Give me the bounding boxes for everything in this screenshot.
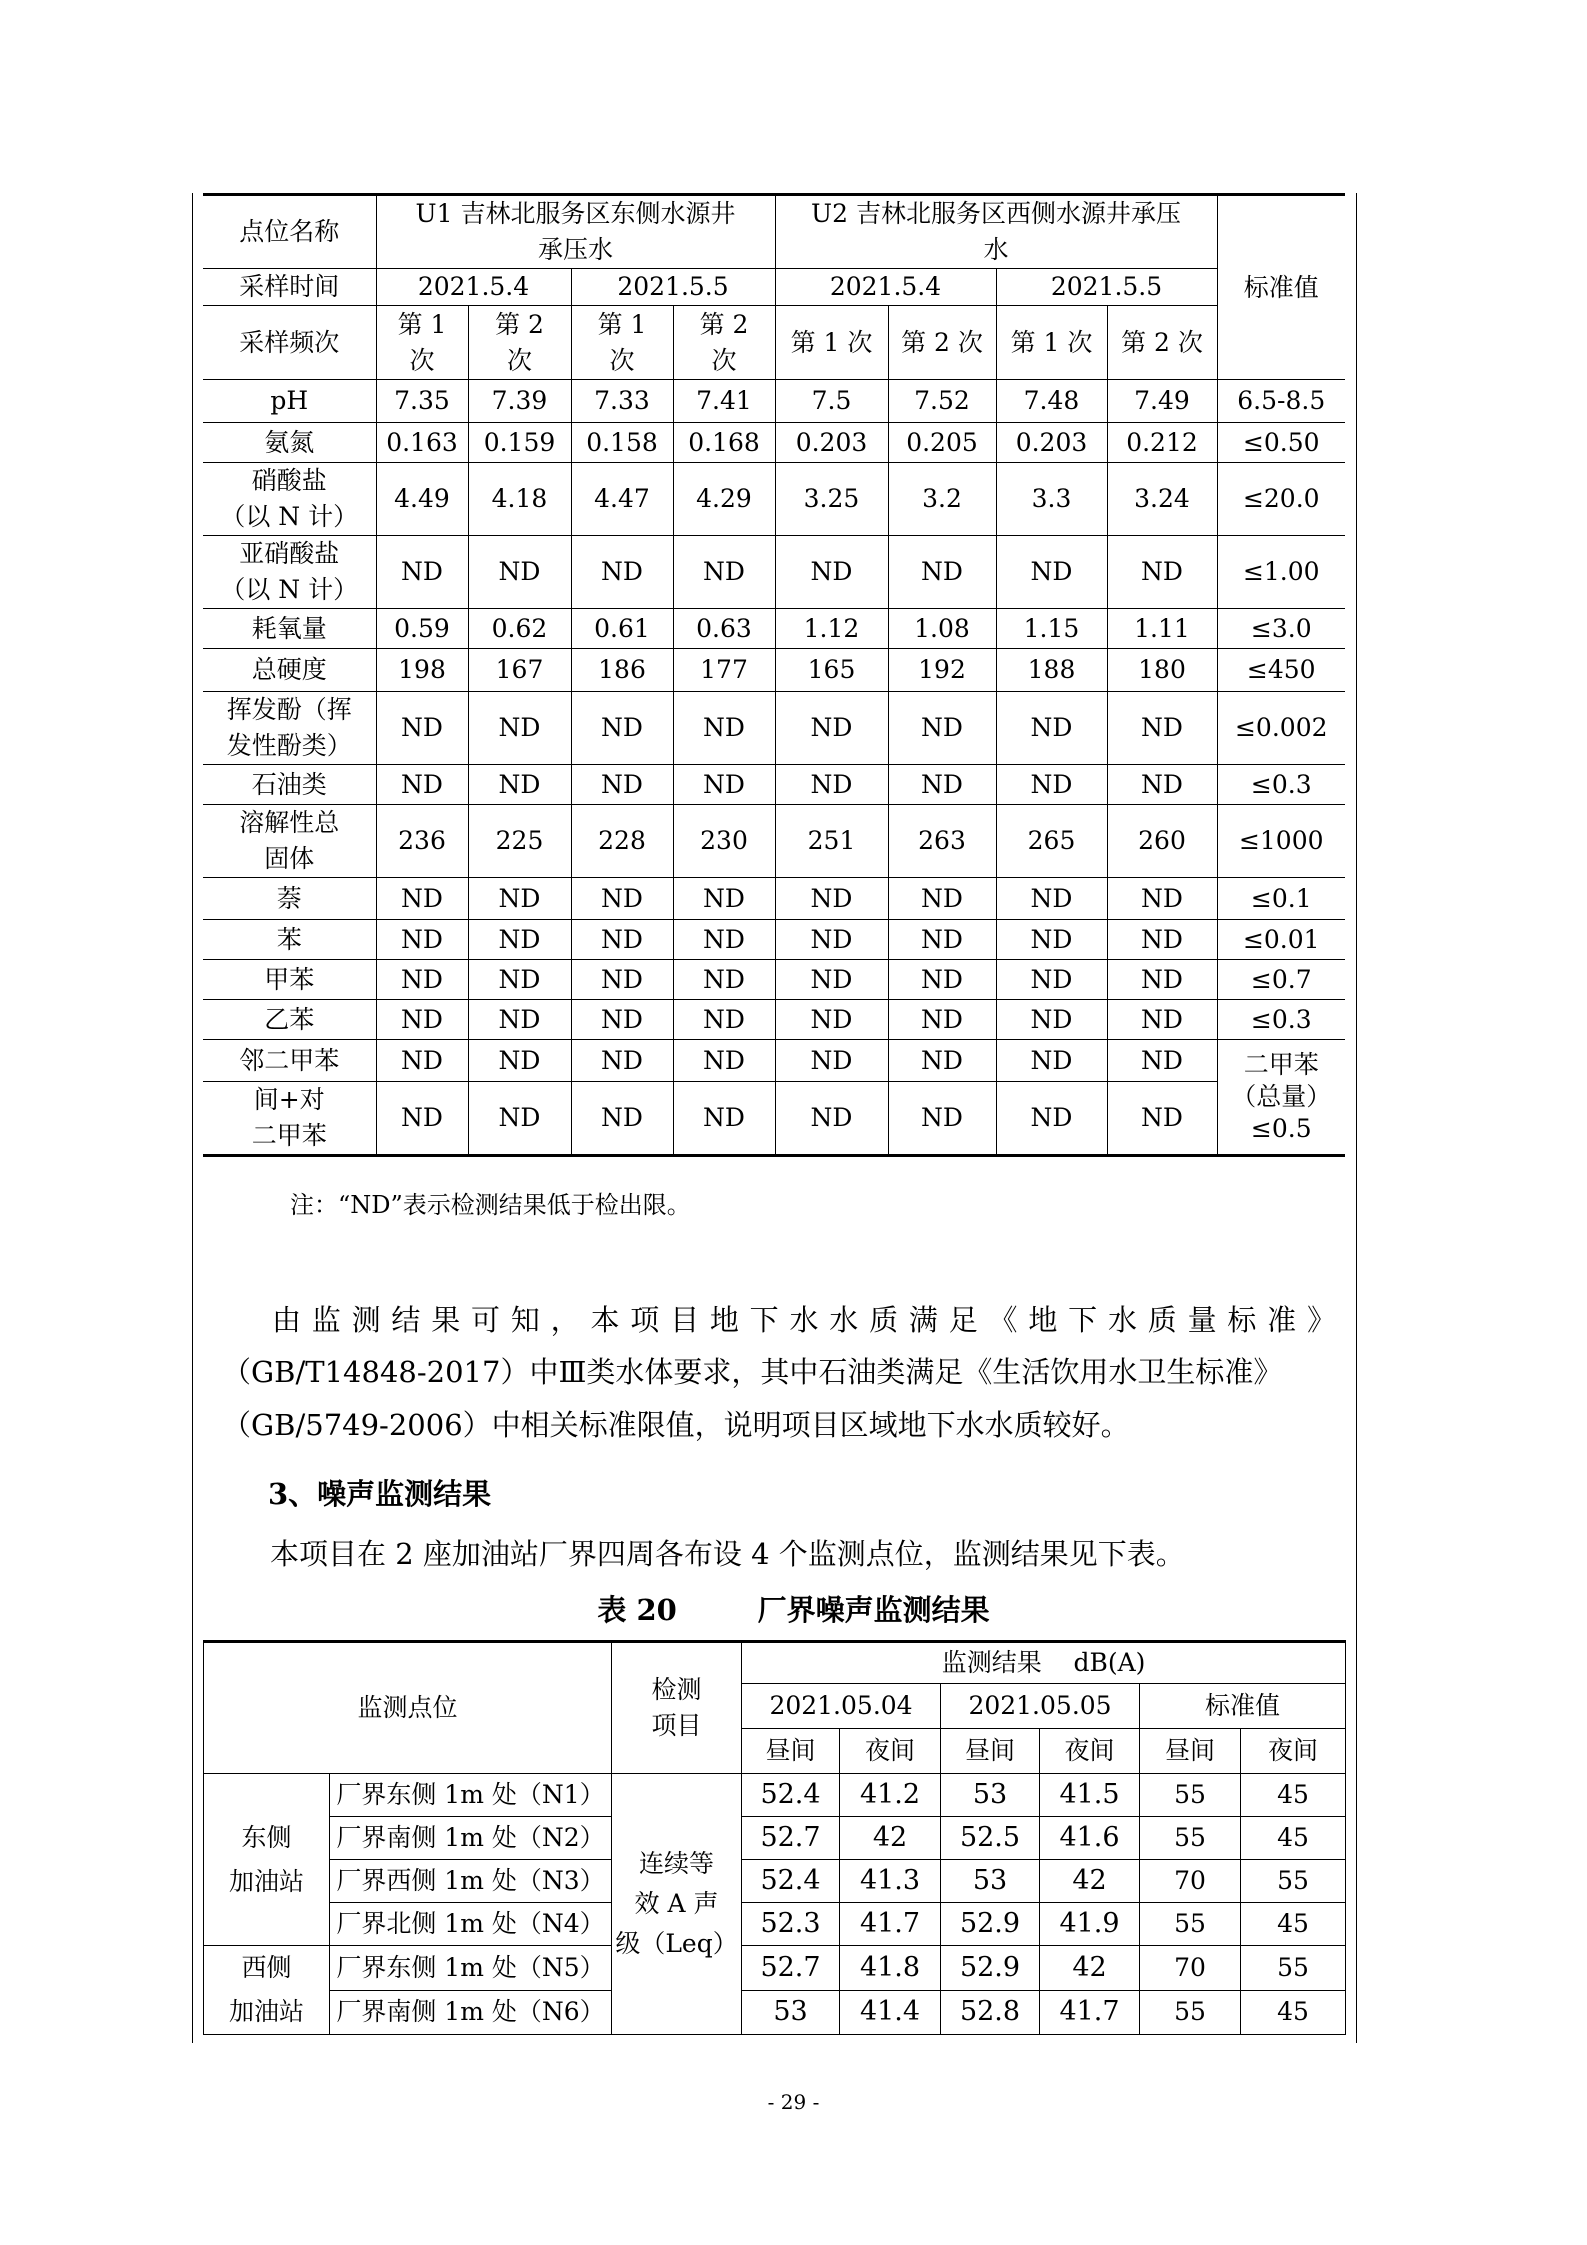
table-cell: ND	[775, 765, 888, 805]
table-row	[203, 692, 1345, 765]
header-monitor-result: 监测结果 dB(A)	[742, 1642, 1346, 1684]
noise-value: 52.9	[941, 1903, 1040, 1946]
noise-value: 41.4	[840, 1990, 941, 2035]
row-label: 邻二甲苯	[203, 1040, 376, 1082]
standard-cell: ≤450	[1217, 649, 1345, 692]
table-cell: ND	[996, 536, 1107, 609]
standard-value: 45	[1241, 1817, 1346, 1860]
standard-value: 45	[1241, 1903, 1346, 1946]
table-cell: ND	[1107, 920, 1217, 960]
table-caption: 表 20 厂界噪声监测结果	[597, 1593, 990, 1627]
table-cell: 0.205	[888, 423, 996, 463]
table-cell: ND	[468, 920, 571, 960]
noise-value: 42	[1040, 1946, 1140, 1991]
table-cell: ND	[1107, 1040, 1217, 1082]
table-cell: ND	[775, 878, 888, 920]
table-cell: 230	[673, 805, 775, 878]
table-cell: ND	[376, 960, 468, 1000]
noise-value: 52.3	[742, 1903, 840, 1946]
paragraph: 本项目在 2 座加油站厂界四周各布设 4 个监测点位，监测结果见下表。	[270, 1537, 1185, 1571]
table-cell: ND	[673, 1040, 775, 1082]
table-cell: ND	[468, 1000, 571, 1040]
table-cell: ND	[571, 692, 673, 765]
standard-value: 45	[1241, 1774, 1346, 1817]
monitor-point: 厂界南侧 1m 处（N2）	[330, 1817, 612, 1860]
table-cell: ND	[775, 692, 888, 765]
header-night: 夜间	[840, 1729, 941, 1774]
table-cell: ND	[673, 920, 775, 960]
station-name: 东侧 加油站	[204, 1774, 330, 1946]
table-cell: 0.163	[376, 423, 468, 463]
noise-value: 41.5	[1040, 1774, 1140, 1817]
page-number: - 29 -	[767, 2090, 820, 2114]
table-row	[203, 805, 1345, 878]
standard-cell: ≤0.002	[1217, 692, 1345, 765]
table-cell: 0.59	[376, 609, 468, 649]
header-freq: 第 2 次	[888, 306, 996, 380]
table-cell: ND	[376, 536, 468, 609]
monitor-point: 厂界东侧 1m 处（N1）	[330, 1774, 612, 1817]
paragraph: （GB/T14848-2017）中Ⅲ类水体要求，其中石油类满足《生活饮用水卫生标准》	[222, 1355, 1283, 1389]
table-cell: 0.62	[468, 609, 571, 649]
row-label: 乙苯	[203, 1000, 376, 1040]
table-cell: ND	[673, 692, 775, 765]
standard-value: 55	[1241, 1946, 1346, 1991]
table-row	[203, 1040, 1345, 1082]
table-cell: ND	[376, 920, 468, 960]
table-cell: ND	[775, 1000, 888, 1040]
table-cell: ND	[468, 536, 571, 609]
table-cell: ND	[376, 878, 468, 920]
table-cell: 7.5	[775, 380, 888, 423]
table-cell: 1.08	[888, 609, 996, 649]
noise-value: 52.7	[742, 1817, 840, 1860]
table-cell: 3.3	[996, 463, 1107, 536]
table-cell: ND	[376, 765, 468, 805]
noise-value: 41.8	[840, 1946, 941, 1991]
table-cell: 0.203	[775, 423, 888, 463]
table-cell: ND	[571, 536, 673, 609]
monitor-point: 厂界东侧 1m 处（N5）	[330, 1946, 612, 1991]
table-row	[204, 1990, 1346, 2035]
table-row	[203, 920, 1345, 960]
table-cell: ND	[1107, 878, 1217, 920]
table-cell: 7.39	[468, 380, 571, 423]
table-cell: ND	[775, 920, 888, 960]
table-cell: ND	[673, 878, 775, 920]
table-cell: 186	[571, 649, 673, 692]
header-test-item: 检测 项目	[612, 1642, 742, 1774]
table-cell: 167	[468, 649, 571, 692]
table-cell: 7.35	[376, 380, 468, 423]
table-row	[204, 1946, 1346, 1991]
standard-cell: 6.5-8.5	[1217, 380, 1345, 423]
table-cell: 4.29	[673, 463, 775, 536]
groundwater-table-body	[203, 195, 1345, 1156]
table-cell: ND	[468, 692, 571, 765]
table-cell: ND	[888, 960, 996, 1000]
table-note: 注：“ND”表示检测结果低于检出限。	[290, 1191, 691, 1219]
header-sample-time: 采样时间	[203, 269, 376, 306]
noise-value: 41.7	[1040, 1990, 1140, 2035]
table-cell: 192	[888, 649, 996, 692]
table-cell: 0.159	[468, 423, 571, 463]
table-cell: ND	[376, 1000, 468, 1040]
table-cell: 0.61	[571, 609, 673, 649]
table-cell: ND	[888, 765, 996, 805]
table-cell: 236	[376, 805, 468, 878]
noise-value: 41.6	[1040, 1817, 1140, 1860]
header-sample-freq: 采样频次	[203, 306, 376, 380]
table-cell: ND	[996, 765, 1107, 805]
table-cell: ND	[996, 878, 1107, 920]
standard-cell: ≤0.01	[1217, 920, 1345, 960]
station-name: 西侧 加油站	[204, 1946, 330, 2035]
table-row	[204, 1903, 1346, 1946]
table-cell: 7.33	[571, 380, 673, 423]
table-cell: 4.47	[571, 463, 673, 536]
table-cell: ND	[673, 1000, 775, 1040]
table-cell: ND	[1107, 536, 1217, 609]
table-cell: ND	[775, 536, 888, 609]
table-row	[203, 1082, 1345, 1156]
row-label: 亚硝酸盐 （以 N 计）	[203, 536, 376, 609]
table-cell: 177	[673, 649, 775, 692]
table-cell: 251	[775, 805, 888, 878]
groundwater-table	[203, 193, 1345, 1157]
table-cell: ND	[571, 1000, 673, 1040]
table-cell: ND	[571, 960, 673, 1000]
row-label: 石油类	[203, 765, 376, 805]
noise-value: 52.4	[742, 1860, 840, 1903]
table-cell: 263	[888, 805, 996, 878]
table-cell: 3.25	[775, 463, 888, 536]
table-cell: ND	[468, 960, 571, 1000]
row-label: 硝酸盐 （以 N 计）	[203, 463, 376, 536]
header-standard: 标准值	[1140, 1684, 1346, 1729]
header-night: 夜间	[1040, 1729, 1140, 1774]
noise-value: 41.9	[1040, 1903, 1140, 1946]
standard-cell: ≤20.0	[1217, 463, 1345, 536]
row-label: 萘	[203, 878, 376, 920]
table-cell: ND	[376, 692, 468, 765]
table-row	[204, 1860, 1346, 1903]
table-cell: 0.203	[996, 423, 1107, 463]
noise-table-body	[204, 1642, 1346, 2035]
header-freq: 第 1 次	[376, 306, 468, 380]
header-date: 2021.5.5	[996, 269, 1217, 306]
test-item: 连续等 效 A 声 级（Leq）	[612, 1774, 742, 2035]
table-cell: 0.168	[673, 423, 775, 463]
table-cell: 1.11	[1107, 609, 1217, 649]
table-cell: 3.24	[1107, 463, 1217, 536]
table-cell: ND	[571, 878, 673, 920]
table-cell: 228	[571, 805, 673, 878]
noise-value: 53	[941, 1774, 1040, 1817]
row-label: 溶解性总 固体	[203, 805, 376, 878]
table-row	[203, 423, 1345, 463]
standard-cell: ≤0.7	[1217, 960, 1345, 1000]
table-cell: ND	[996, 1082, 1107, 1156]
table-cell: ND	[996, 920, 1107, 960]
header-day: 昼间	[941, 1729, 1040, 1774]
table-cell: 0.63	[673, 609, 775, 649]
table-cell: ND	[775, 960, 888, 1000]
table-cell: 7.52	[888, 380, 996, 423]
noise-value: 52.8	[941, 1990, 1040, 2035]
noise-value: 42	[1040, 1860, 1140, 1903]
row-label: 氨氮	[203, 423, 376, 463]
noise-value: 52.9	[941, 1946, 1040, 1991]
table-cell: 7.48	[996, 380, 1107, 423]
header-freq: 第 1 次	[775, 306, 888, 380]
table-cell: ND	[571, 765, 673, 805]
monitor-point: 厂界西侧 1m 处（N3）	[330, 1860, 612, 1903]
row-label: 总硬度	[203, 649, 376, 692]
table-cell: ND	[376, 1082, 468, 1156]
header-point-name: 点位名称	[203, 195, 376, 269]
header-u2: U2 吉林北服务区西侧水源井承压 水	[775, 195, 1217, 269]
table-cell: ND	[775, 1040, 888, 1082]
table-cell: ND	[673, 765, 775, 805]
standard-value: 55	[1140, 1774, 1241, 1817]
standard-value: 70	[1140, 1946, 1241, 1991]
table-cell: 1.15	[996, 609, 1107, 649]
header-freq: 第 2 次	[1107, 306, 1217, 380]
noise-value: 41.7	[840, 1903, 941, 1946]
noise-value: 42	[840, 1817, 941, 1860]
table-cell: ND	[673, 536, 775, 609]
section-heading: 3、噪声监测结果	[268, 1477, 492, 1511]
standard-cell: ≤1000	[1217, 805, 1345, 878]
standard-cell: ≤1.00	[1217, 536, 1345, 609]
table-row	[204, 1817, 1346, 1860]
row-label: 间+对 二甲苯	[203, 1082, 376, 1156]
header-freq: 第 2 次	[468, 306, 571, 380]
standard-value: 55	[1140, 1990, 1241, 2035]
table-cell: ND	[468, 1082, 571, 1156]
table-cell: ND	[888, 536, 996, 609]
table-cell: 4.18	[468, 463, 571, 536]
table-cell: 7.41	[673, 380, 775, 423]
table-row	[203, 960, 1345, 1000]
table-cell: 0.158	[571, 423, 673, 463]
noise-value: 52.4	[742, 1774, 840, 1817]
monitor-point: 厂界南侧 1m 处（N6）	[330, 1990, 612, 2035]
header-u1: U1 吉林北服务区东侧水源井 承压水	[376, 195, 775, 269]
table-cell: ND	[571, 1082, 673, 1156]
standard-cell: ≤0.1	[1217, 878, 1345, 920]
table-cell: ND	[468, 765, 571, 805]
table-cell: ND	[673, 1082, 775, 1156]
header-monitor-point: 监测点位	[204, 1642, 612, 1774]
header-day: 昼间	[1140, 1729, 1241, 1774]
standard-value: 70	[1140, 1860, 1241, 1903]
header-date: 2021.05.05	[941, 1684, 1140, 1729]
table-cell: 198	[376, 649, 468, 692]
table-cell: 265	[996, 805, 1107, 878]
table-cell: 3.2	[888, 463, 996, 536]
table-cell: 165	[775, 649, 888, 692]
paragraph: 由监测结果可知，本项目地下水水质满足《地下水质量标准》	[272, 1303, 1342, 1337]
table-cell: ND	[468, 878, 571, 920]
standard-cell: ≤3.0	[1217, 609, 1345, 649]
table-cell: ND	[888, 920, 996, 960]
table-cell: ND	[1107, 692, 1217, 765]
row-label: 苯	[203, 920, 376, 960]
table-cell: 0.212	[1107, 423, 1217, 463]
table-cell: 188	[996, 649, 1107, 692]
table-cell: ND	[376, 1040, 468, 1082]
header-freq: 第 1 次	[996, 306, 1107, 380]
table-cell: ND	[1107, 960, 1217, 1000]
standard-value: 55	[1241, 1860, 1346, 1903]
table-cell: 7.49	[1107, 380, 1217, 423]
table-cell: 4.49	[376, 463, 468, 536]
table-row	[203, 649, 1345, 692]
row-label: 挥发酚（挥 发性酚类）	[203, 692, 376, 765]
noise-value: 41.3	[840, 1860, 941, 1903]
standard-cell: ≤0.3	[1217, 765, 1345, 805]
table-row	[203, 380, 1345, 423]
header-night: 夜间	[1241, 1729, 1346, 1774]
paragraph: （GB/5749-2006）中相关标准限值，说明项目区域地下水水质较好。	[222, 1408, 1130, 1442]
table-row	[203, 878, 1345, 920]
noise-value: 53	[742, 1990, 840, 2035]
table-cell: ND	[1107, 1082, 1217, 1156]
standard-value: 45	[1241, 1990, 1346, 2035]
table-row	[203, 765, 1345, 805]
noise-value: 41.2	[840, 1774, 941, 1817]
monitor-point: 厂界北侧 1m 处（N4）	[330, 1903, 612, 1946]
header-standard: 标准值	[1217, 195, 1345, 380]
standard-cell: ≤0.50	[1217, 423, 1345, 463]
table-cell: ND	[571, 1040, 673, 1082]
standard-cell: ≤0.3	[1217, 1000, 1345, 1040]
table-cell: ND	[888, 692, 996, 765]
table-cell: ND	[571, 920, 673, 960]
table-cell: ND	[1107, 1000, 1217, 1040]
table-cell: ND	[888, 878, 996, 920]
header-date: 2021.5.4	[376, 269, 571, 306]
table-cell: ND	[1107, 765, 1217, 805]
table-row	[203, 463, 1345, 536]
table-row	[203, 1000, 1345, 1040]
table-cell: 1.12	[775, 609, 888, 649]
table-cell: ND	[888, 1040, 996, 1082]
table-cell: ND	[888, 1082, 996, 1156]
table-cell: ND	[996, 1000, 1107, 1040]
header-date: 2021.05.04	[742, 1684, 941, 1729]
standard-cell: 二甲苯 （总量） ≤0.5	[1217, 1040, 1345, 1156]
table-row	[204, 1774, 1346, 1817]
header-day: 昼间	[742, 1729, 840, 1774]
table-cell: ND	[775, 1082, 888, 1156]
standard-value: 55	[1140, 1903, 1241, 1946]
table-cell: ND	[468, 1040, 571, 1082]
table-cell: ND	[888, 1000, 996, 1040]
row-label: 耗氧量	[203, 609, 376, 649]
table-row	[203, 609, 1345, 649]
table-cell: 260	[1107, 805, 1217, 878]
header-date: 2021.5.4	[775, 269, 996, 306]
table-row	[203, 536, 1345, 609]
table-cell: ND	[996, 960, 1107, 1000]
noise-value: 52.7	[742, 1946, 840, 1991]
table-cell: ND	[996, 1040, 1107, 1082]
header-freq: 第 2 次	[673, 306, 775, 380]
header-freq: 第 1 次	[571, 306, 673, 380]
table-cell: ND	[996, 692, 1107, 765]
table-cell: 225	[468, 805, 571, 878]
noise-value: 53	[941, 1860, 1040, 1903]
header-date: 2021.5.5	[571, 269, 775, 306]
row-label: 甲苯	[203, 960, 376, 1000]
row-label: pH	[203, 380, 376, 423]
standard-value: 55	[1140, 1817, 1241, 1860]
table-cell: ND	[673, 960, 775, 1000]
noise-table	[203, 1640, 1346, 2035]
noise-value: 52.5	[941, 1817, 1040, 1860]
table-cell: 180	[1107, 649, 1217, 692]
